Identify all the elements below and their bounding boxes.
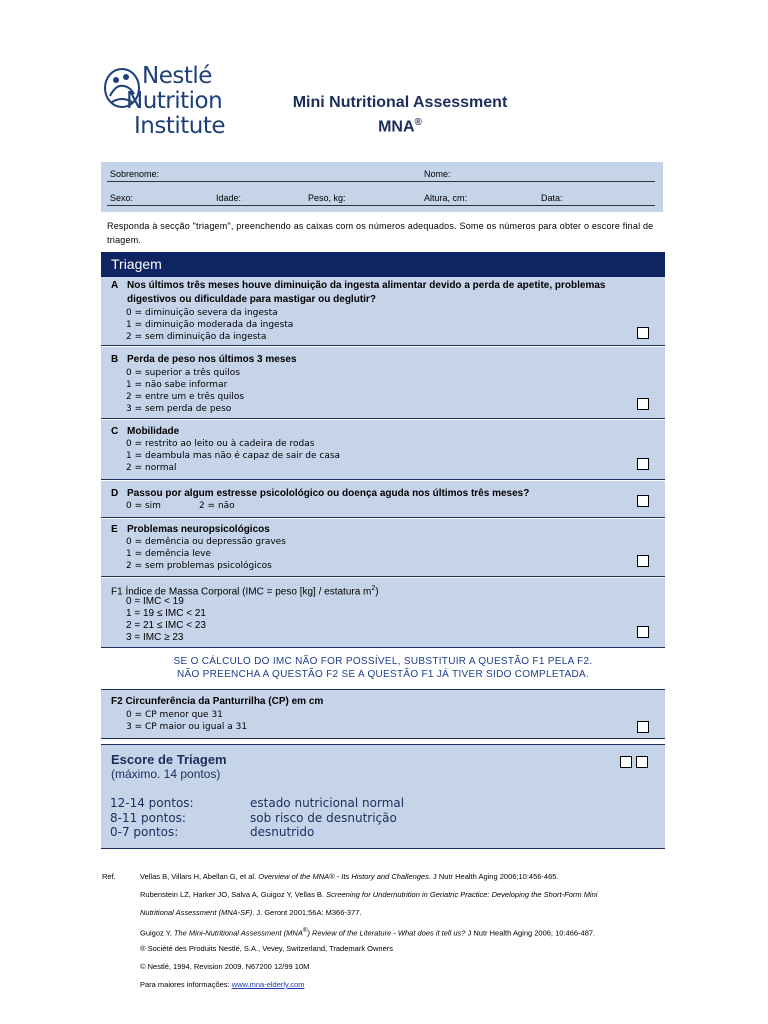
option: 2 = não <box>198 501 235 511</box>
answer-box-a[interactable] <box>637 327 649 339</box>
page-title <box>250 93 550 137</box>
height-label: Altura, cm: <box>424 193 468 203</box>
ref-2 <box>140 886 597 904</box>
option: 1 = demência leve <box>126 549 211 559</box>
option: 2 = sem problemas psicológicos <box>126 561 272 571</box>
question-c-title-text: Mobilidade <box>127 426 180 437</box>
option: 2 = normal <box>126 463 177 473</box>
option: 2 = entre um e três quilos <box>126 392 245 402</box>
ref-more-info <box>140 976 305 994</box>
score-title: Escore de Triagem <box>111 752 227 767</box>
subtitle-wrap <box>250 113 550 137</box>
question-d-title <box>111 487 529 501</box>
note-line-1: SE O CÁLCULO DO IMC NÃO FOR POSSÍVEL, SUBSTITUIR A QUESTÃO F1 PELA F2. <box>173 656 593 667</box>
question-c-title <box>111 425 179 439</box>
option: 0 = sim <box>126 501 161 511</box>
ref-1-authors: Vellas B, Villars H, Abellan G, et al. <box>140 872 259 881</box>
option: 0 = IMC < 19 <box>126 596 184 607</box>
question-f1-close: ) <box>375 586 379 598</box>
question-d-title-text: Passou por algum estresse psicolológico ou doença aguda nos últimos três meses? <box>127 488 530 499</box>
ref-3-title: The Mini-Nutritional Assessment (MNA <box>173 928 303 938</box>
option: 2 = 21 ≤ IMC < 23 <box>126 620 206 631</box>
imc-note <box>101 655 665 681</box>
question-f1-sup: 2 <box>371 585 376 592</box>
nestle-logo <box>102 64 232 144</box>
question-f2-options <box>126 709 247 733</box>
instructions-text: Responda à secção "triagem", preenchendo as caixas com os números adequados. Some os números para obter o escore final de triagem. <box>107 221 654 245</box>
name-label: Nome: <box>424 169 451 179</box>
weight-label: Peso, kg: <box>308 193 346 203</box>
score-box-units[interactable] <box>636 756 648 768</box>
logo-line-2: Nutrition <box>126 88 223 114</box>
ref-2-cont <box>140 904 361 922</box>
question-b <box>101 347 665 419</box>
subtitle-text: MNA <box>378 118 415 136</box>
patient-info-panel <box>101 162 663 212</box>
question-b-options <box>126 367 244 415</box>
option: 1 = 19 ≤ IMC < 21 <box>126 608 206 619</box>
option: 1 = diminuição moderada da ingesta <box>126 320 294 330</box>
answer-box-d[interactable] <box>637 495 649 507</box>
question-a-title-2: digestivos ou dificuldade para mastigar ou deglutir? <box>127 294 376 305</box>
answer-box-c[interactable] <box>637 458 649 470</box>
title-text: Mini Nutritional Assessment <box>292 94 508 111</box>
answer-box-f1[interactable] <box>637 626 649 638</box>
question-c <box>101 420 665 480</box>
answer-box-f2[interactable] <box>637 721 649 733</box>
details-line[interactable] <box>107 205 655 206</box>
date-label: Data: <box>541 193 563 203</box>
question-a-options <box>126 307 293 343</box>
question-f1-options <box>126 596 206 644</box>
ref-3-authors: Guigoz Y. <box>140 928 174 938</box>
question-d-options <box>126 500 235 512</box>
triagem-header: Triagem <box>101 252 665 277</box>
question-e-letter: E <box>111 524 118 535</box>
question-f2-title <box>111 695 323 709</box>
ref-trademark: ® Société des Produits Nestlé, S.A., Vevey, Switzerland, Trademark Owners <box>140 944 393 953</box>
ref-3-title-cont: ) Review of the Literature - What does it tell us? <box>307 928 466 938</box>
question-b-title-text: Perda de peso nos últimos 3 meses <box>127 354 297 365</box>
ref-2-title: Screening for Undernutrition in Geriatric Practice: Developing the Short-Form Mini <box>326 890 598 899</box>
ref-label: Ref. <box>102 872 116 881</box>
question-d-letter: D <box>111 488 119 499</box>
screening-score-panel <box>101 744 665 849</box>
option: 1 = não sabe informar <box>126 380 228 390</box>
score-range: 12-14 pontos: <box>110 796 194 810</box>
option: 0 = superior a três quilos <box>126 368 241 378</box>
question-a-letter: A <box>111 280 119 291</box>
note-line-2: NÃO PREENCHA A QUESTÃO F2 SE A QUESTÃO F1 JÁ TIVER SIDO COMPLETADA. <box>176 669 590 680</box>
option: 0 = restrito ao leito ou à cadeira de rodas <box>126 439 315 449</box>
surname-line[interactable] <box>107 181 655 182</box>
score-range: 0-7 pontos: <box>110 825 179 839</box>
score-label: sob risco de desnutrição <box>250 811 397 825</box>
question-f2-letter: F2 <box>111 696 123 707</box>
question-c-options <box>126 438 340 474</box>
age-label: Idade: <box>216 193 242 203</box>
score-range: 8-11 pontos: <box>110 811 186 825</box>
question-a-title-1: Nos últimos três meses houve diminuição da ingesta alimentar devido a perda de apetite, problemas <box>127 280 606 291</box>
ref-1-source: . J Nutr Health Aging 2006;10:456-465. <box>428 872 559 881</box>
question-c-letter: C <box>111 426 119 437</box>
question-b-title <box>111 353 297 367</box>
answer-box-b[interactable] <box>637 398 649 410</box>
question-e <box>101 519 665 577</box>
score-label: desnutrido <box>250 825 315 839</box>
ref-1-title: Overview of the MNA® - Its History and Challenges <box>258 872 429 881</box>
option: 0 = diminuição severa da ingesta <box>126 308 278 318</box>
question-f1-title-text: Índice de Massa Corporal (IMC = peso [kg] / estatura m <box>125 586 372 598</box>
option: 3 = sem perda de peso <box>126 404 232 414</box>
ref-3-source: J Nutr Health Aging 2006; 10:466-487. <box>465 928 596 938</box>
question-a-title <box>111 279 605 307</box>
question-b-letter: B <box>111 354 119 365</box>
option: 1 = deambula mas não é capaz de sair de casa <box>126 451 341 461</box>
score-label: estado nutricional normal <box>250 796 405 810</box>
question-f1-letter: F1 <box>111 586 123 598</box>
more-info-label: Para maiores informações: <box>140 980 232 989</box>
registered-mark: ® <box>414 117 422 128</box>
question-a <box>101 277 665 346</box>
sex-label: Sexo: <box>110 193 134 203</box>
question-e-title-text: Problemas neuropsicológicos <box>127 524 270 535</box>
ref-2-title-cont: Nutritional Assessment (MNA-SF) <box>140 908 253 917</box>
ref-2-authors: Rubenstein LZ, Harker JO, Salva A, Guigoz Y, Vellas B. <box>140 890 327 899</box>
ref-1 <box>140 868 559 886</box>
answer-box-e[interactable] <box>637 555 649 567</box>
logo-line-3: Institute <box>134 113 226 139</box>
option: 0 = CP menor que 31 <box>126 710 223 720</box>
option: 2 = sem diminuição da ingesta <box>126 332 267 342</box>
question-f2-title-text: Circunferência da Panturrilha (CP) em cm <box>125 696 324 707</box>
option: 3 = IMC ≥ 23 <box>126 632 184 643</box>
ref-copyright: © Nestlé, 1994, Revision 2009. N67200 12/99 10M <box>140 962 310 971</box>
surname-label: Sobrenome: <box>110 169 160 179</box>
question-f2 <box>101 689 665 739</box>
mna-website-link[interactable]: www.mna-elderly.com <box>231 980 305 989</box>
score-box-tens[interactable] <box>620 756 632 768</box>
score-subtitle: (máximo. 14 pontos) <box>111 767 221 781</box>
question-e-title <box>111 523 270 537</box>
option: 3 = CP maior ou igual a 31 <box>126 722 248 732</box>
question-e-options <box>126 536 286 572</box>
ref-3-mark: ® <box>302 927 308 934</box>
logo-line-1: Nestlé <box>142 63 212 89</box>
question-d <box>101 481 665 518</box>
ref-2-source: . J. Geront 2001;56A: M366-377. <box>252 908 362 917</box>
option: 0 = demência ou depressão graves <box>126 537 286 547</box>
question-f1 <box>101 578 665 648</box>
